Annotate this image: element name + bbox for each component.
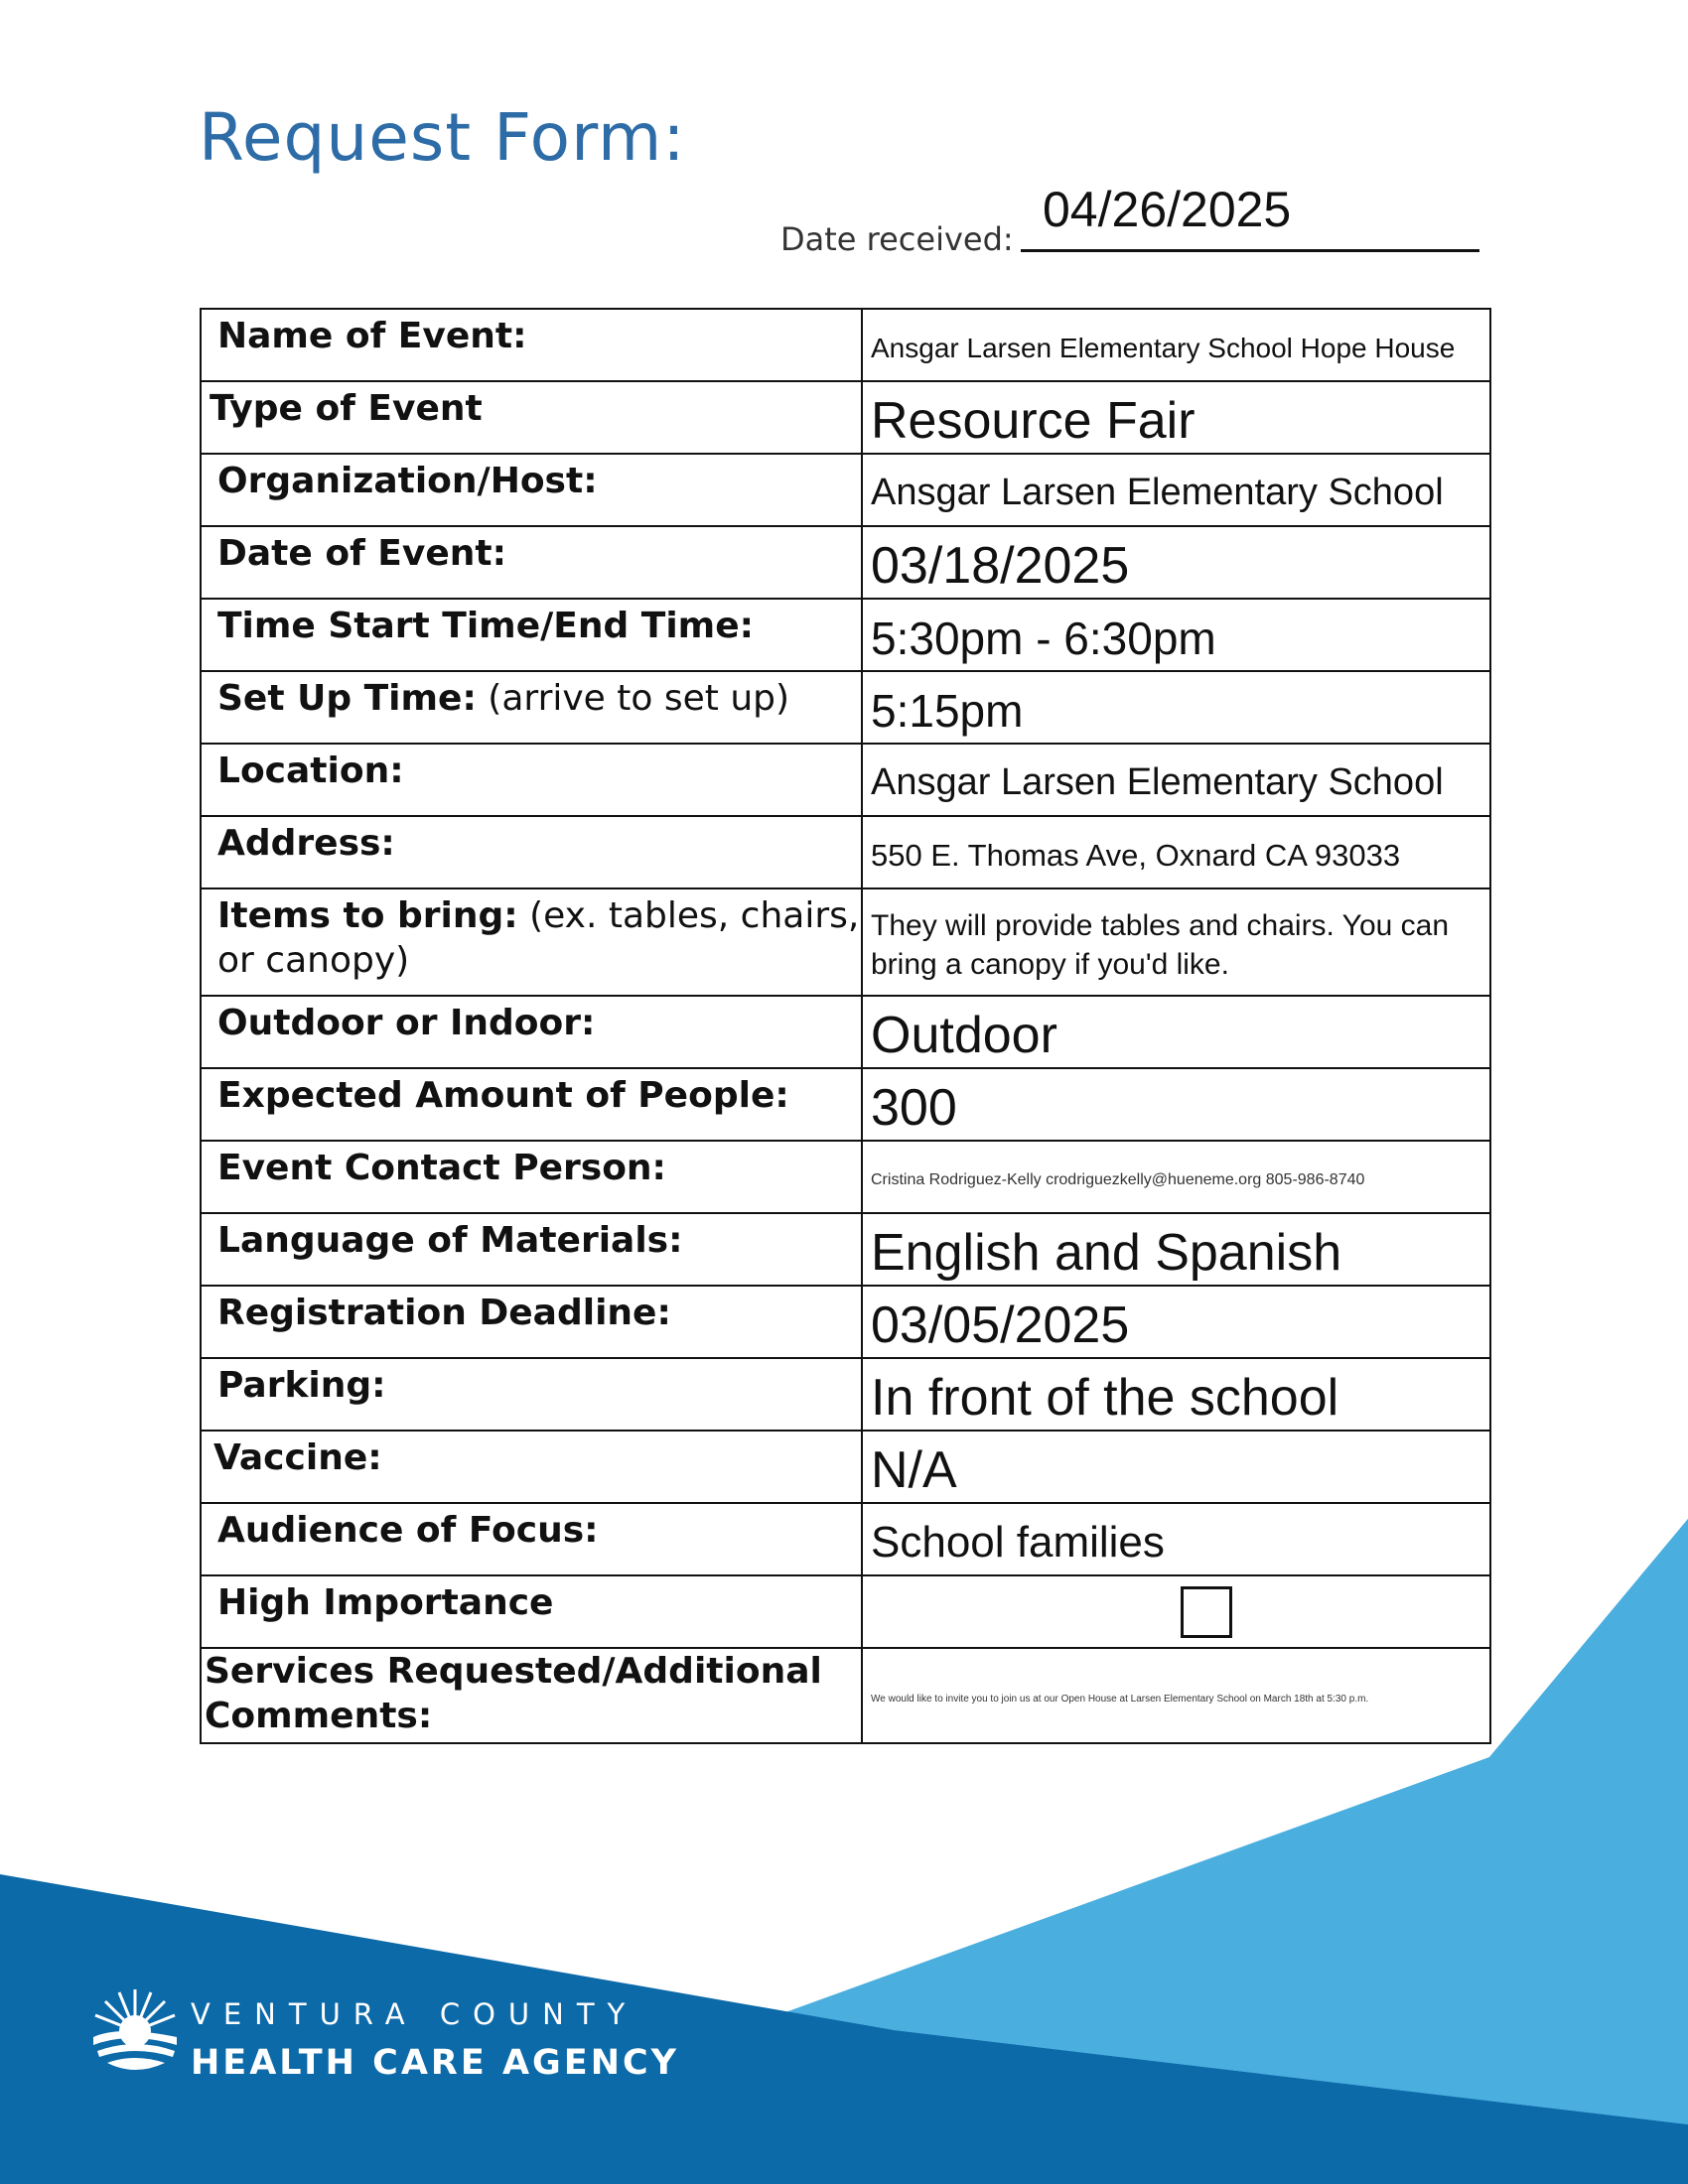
table-row	[201, 1068, 1490, 1141]
row-label: Vaccine:	[201, 1431, 862, 1503]
date-received-label: Date received:	[780, 220, 1014, 258]
row-label: Location:	[201, 744, 862, 816]
table-row	[201, 454, 1490, 526]
high-importance-cell	[862, 1575, 1490, 1648]
organization-value[interactable]: Ansgar Larsen Elementary School	[862, 454, 1490, 526]
address-value[interactable]: 550 E. Thomas Ave, Oxnard CA 93033	[862, 816, 1490, 888]
table-row	[201, 1358, 1490, 1431]
table-row	[201, 1431, 1490, 1503]
row-label: Address:	[201, 816, 862, 888]
row-label: Audience of Focus:	[201, 1503, 862, 1575]
table-row	[201, 381, 1490, 454]
parking-value[interactable]: In front of the school	[862, 1358, 1490, 1431]
row-label: Set Up Time: (arrive to set up)	[201, 671, 862, 744]
table-row	[201, 1286, 1490, 1358]
high-importance-checkbox[interactable]	[1181, 1586, 1232, 1638]
row-label: Time Start Time/End Time:	[201, 599, 862, 671]
contact-person-value[interactable]: Cristina Rodriguez-Kelly crodriguezkelly@hueneme.org 805-986-8740	[862, 1141, 1490, 1213]
table-row	[201, 816, 1490, 888]
event-time-value[interactable]: 5:30pm - 6:30pm	[862, 599, 1490, 671]
table-row	[201, 671, 1490, 744]
table-row	[201, 1213, 1490, 1286]
table-row	[201, 996, 1490, 1068]
comments-value[interactable]: We would like to invite you to join us at our Open House at Larsen Elementary School on March 18th at 5:30 p.m.	[862, 1648, 1490, 1743]
row-label: Date of Event:	[201, 526, 862, 599]
row-label: Language of Materials:	[201, 1213, 862, 1286]
row-label: Services Requested/Additional Comments:	[201, 1648, 862, 1743]
event-date-value[interactable]: 03/18/2025	[862, 526, 1490, 599]
date-received-value[interactable]: 04/26/2025	[1043, 182, 1292, 237]
setup-time-value[interactable]: 5:15pm	[862, 671, 1490, 744]
row-label: Parking:	[201, 1358, 862, 1431]
row-label: Name of Event:	[201, 309, 862, 381]
outdoor-indoor-value[interactable]: Outdoor	[862, 996, 1490, 1068]
items-to-bring-value[interactable]: They will provide tables and chairs. You can bring a canopy if you'd like.	[862, 888, 1490, 996]
table-row	[201, 1503, 1490, 1575]
row-label: Event Contact Person:	[201, 1141, 862, 1213]
audience-value[interactable]: School families	[862, 1503, 1490, 1575]
table-row	[201, 1575, 1490, 1648]
table-row	[201, 309, 1490, 381]
expected-people-value[interactable]: 300	[862, 1068, 1490, 1141]
row-label: Expected Amount of People:	[201, 1068, 862, 1141]
table-row	[201, 744, 1490, 816]
row-label: Registration Deadline:	[201, 1286, 862, 1358]
page-title: Request Form:	[199, 99, 686, 176]
logo-text-ventura-county: VENTURA COUNTY	[191, 1997, 638, 2031]
row-label: Organization/Host:	[201, 454, 862, 526]
event-name-value[interactable]: Ansgar Larsen Elementary School Hope House	[862, 309, 1490, 381]
sun-wave-logo-icon	[89, 1985, 181, 2077]
row-label: Items to bring: (ex. tables, chairs, or canopy)	[201, 888, 862, 996]
table-row	[201, 1648, 1490, 1743]
date-received-underline	[1021, 249, 1479, 252]
language-value[interactable]: English and Spanish	[862, 1213, 1490, 1286]
table-row	[201, 1141, 1490, 1213]
row-label: High Importance	[201, 1575, 862, 1648]
table-row	[201, 888, 1490, 996]
table-row	[201, 526, 1490, 599]
vaccine-value[interactable]: N/A	[862, 1431, 1490, 1503]
logo-text-health-care-agency: HEALTH CARE AGENCY	[191, 2043, 680, 2083]
registration-deadline-value[interactable]: 03/05/2025	[862, 1286, 1490, 1358]
location-value[interactable]: Ansgar Larsen Elementary School	[862, 744, 1490, 816]
row-label: Type of Event	[201, 381, 862, 454]
row-label: Outdoor or Indoor:	[201, 996, 862, 1068]
event-type-value[interactable]: Resource Fair	[862, 381, 1490, 454]
request-form-table	[200, 308, 1491, 1744]
table-row	[201, 599, 1490, 671]
